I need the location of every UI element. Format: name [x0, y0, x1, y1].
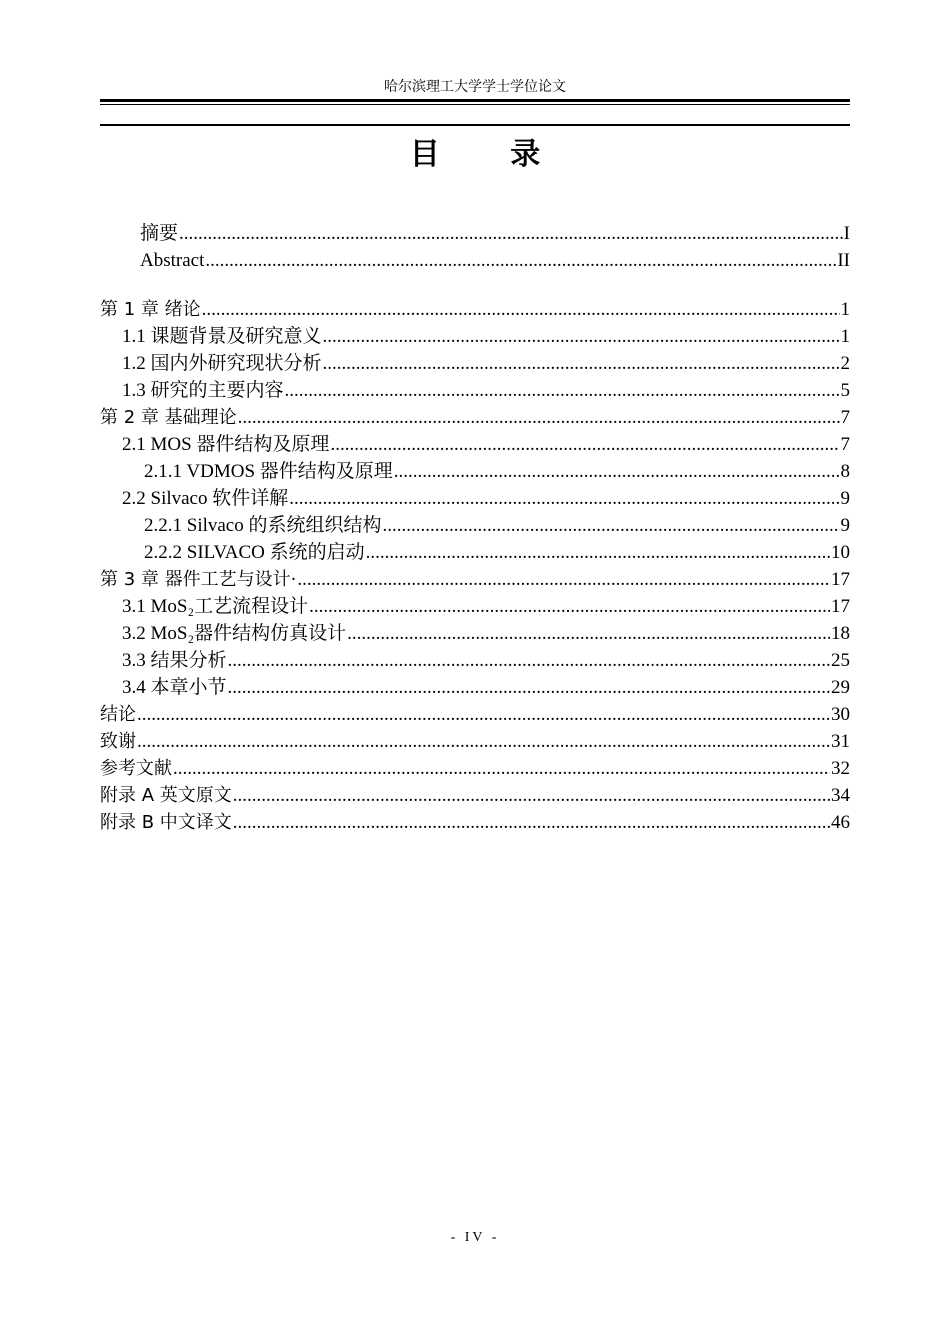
toc-entry-page: 25	[831, 650, 850, 671]
toc-entry-page: 7	[840, 434, 850, 455]
toc-entry-label: 结论	[100, 704, 136, 725]
toc-entry-label: 2.1.1 VDMOS 器件结构及原理	[144, 461, 393, 482]
toc-entry-label: 第 1 章 绪论	[100, 299, 201, 320]
toc-entry-label: Abstract	[140, 250, 205, 271]
toc-entry-page: 17	[831, 596, 850, 617]
toc-dot-leader	[173, 755, 830, 782]
toc-entry[interactable]	[100, 674, 850, 701]
toc-entry[interactable]	[100, 296, 850, 323]
toc-entry[interactable]	[100, 809, 850, 836]
toc-entry[interactable]	[100, 377, 850, 404]
toc-entry[interactable]	[100, 323, 850, 350]
toc-entry[interactable]	[100, 220, 850, 247]
toc-entry-label: 参考文献	[100, 758, 172, 779]
toc-dot-leader	[323, 350, 840, 377]
toc-entry-label: 1.2 国内外研究现状分析	[122, 353, 322, 374]
toc-dot-leader	[347, 620, 830, 647]
toc-title: 目 录	[409, 137, 571, 172]
toc-dot-leader	[297, 566, 830, 593]
toc-entry-page: 8	[840, 461, 850, 482]
toc-dot-leader	[205, 247, 836, 274]
toc-dot-leader	[323, 323, 840, 350]
toc-dot-leader	[330, 431, 839, 458]
toc-dot-leader	[309, 593, 830, 620]
toc-entry-page: I	[843, 223, 850, 244]
toc-dot-leader	[233, 809, 830, 836]
toc-entry-page: 17	[831, 569, 850, 590]
table-of-contents	[100, 220, 850, 836]
toc-entry[interactable]	[100, 485, 850, 512]
toc-entry-page: 18	[831, 623, 850, 644]
toc-entry-page: 10	[831, 542, 850, 563]
toc-entry-page: 32	[831, 758, 850, 779]
toc-entry-label: 3.1 MoS₂工艺流程设计	[122, 596, 309, 617]
toc-entry[interactable]	[100, 701, 850, 728]
running-header: 哈尔滨理工大学学士学位论文	[384, 80, 566, 95]
header-rule-thin	[100, 104, 850, 105]
toc-dot-leader	[233, 782, 830, 809]
toc-entry[interactable]	[100, 431, 850, 458]
header-rule-thick	[100, 99, 850, 102]
title-rule	[100, 124, 850, 126]
toc-entry-label: 1.3 研究的主要内容	[122, 380, 284, 401]
toc-dot-leader	[202, 296, 840, 323]
toc-entry-label: 1.1 课题背景及研究意义	[122, 326, 322, 347]
toc-entry-label: 2.2.1 Silvaco 的系统组织结构	[144, 515, 382, 536]
toc-entry-label: 第 3 章 器件工艺与设计·	[100, 569, 297, 590]
toc-entry-page: 1	[840, 326, 850, 347]
toc-entry[interactable]	[100, 620, 850, 647]
toc-entry-page: 9	[840, 515, 850, 536]
toc-entry[interactable]	[100, 458, 850, 485]
toc-entry-page: 1	[840, 299, 850, 320]
toc-entry[interactable]	[100, 350, 850, 377]
toc-entry-label: 2.1 MOS 器件结构及原理	[122, 434, 330, 455]
toc-entry[interactable]	[100, 728, 850, 755]
toc-entry[interactable]	[100, 647, 850, 674]
toc-entry-page: 2	[840, 353, 850, 374]
toc-dot-leader	[289, 485, 839, 512]
page-number: - IV -	[450, 1230, 500, 1245]
toc-entry-label: 附录 B 中文译文	[100, 812, 232, 833]
toc-entry[interactable]	[100, 539, 850, 566]
toc-entry[interactable]	[100, 566, 850, 593]
toc-dot-leader	[179, 220, 843, 247]
toc-dot-leader	[228, 674, 830, 701]
toc-entry-label: 第 2 章 基础理论	[100, 407, 237, 428]
toc-entry-page: 5	[840, 380, 850, 401]
toc-dot-leader	[394, 458, 840, 485]
toc-entry-label: 摘要	[140, 223, 179, 244]
toc-entry-page: 9	[840, 488, 850, 509]
toc-entry-label: 附录 A 英文原文	[100, 785, 232, 806]
toc-entry-page: 30	[831, 704, 850, 725]
toc-entry[interactable]	[100, 782, 850, 809]
toc-entry-label: 致谢	[100, 731, 136, 752]
toc-entry-page: 46	[831, 812, 850, 833]
toc-entry-label: 2.2 Silvaco 软件详解	[122, 488, 289, 509]
toc-entry[interactable]	[100, 512, 850, 539]
toc-entry-page: II	[837, 250, 850, 271]
toc-entry-page: 34	[831, 785, 850, 806]
toc-dot-leader	[228, 647, 830, 674]
toc-entry-page: 7	[840, 407, 850, 428]
toc-entry-page: 29	[831, 677, 850, 698]
toc-dot-leader	[238, 404, 840, 431]
toc-entry[interactable]	[100, 755, 850, 782]
toc-entry-page: 31	[831, 731, 850, 752]
toc-dot-leader	[137, 728, 830, 755]
toc-dot-leader	[366, 539, 830, 566]
toc-entry[interactable]	[100, 247, 850, 274]
toc-entry[interactable]	[100, 593, 850, 620]
toc-dot-leader	[137, 701, 830, 728]
toc-entry-label: 3.4 本章小节	[122, 677, 227, 698]
toc-dot-leader	[383, 512, 840, 539]
toc-entry-label: 3.3 结果分析	[122, 650, 227, 671]
toc-entry[interactable]	[100, 404, 850, 431]
toc-entry-label: 2.2.2 SILVACO 系统的启动	[144, 542, 365, 563]
toc-entry-label: 3.2 MoS₂器件结构仿真设计	[122, 623, 347, 644]
toc-dot-leader	[285, 377, 840, 404]
